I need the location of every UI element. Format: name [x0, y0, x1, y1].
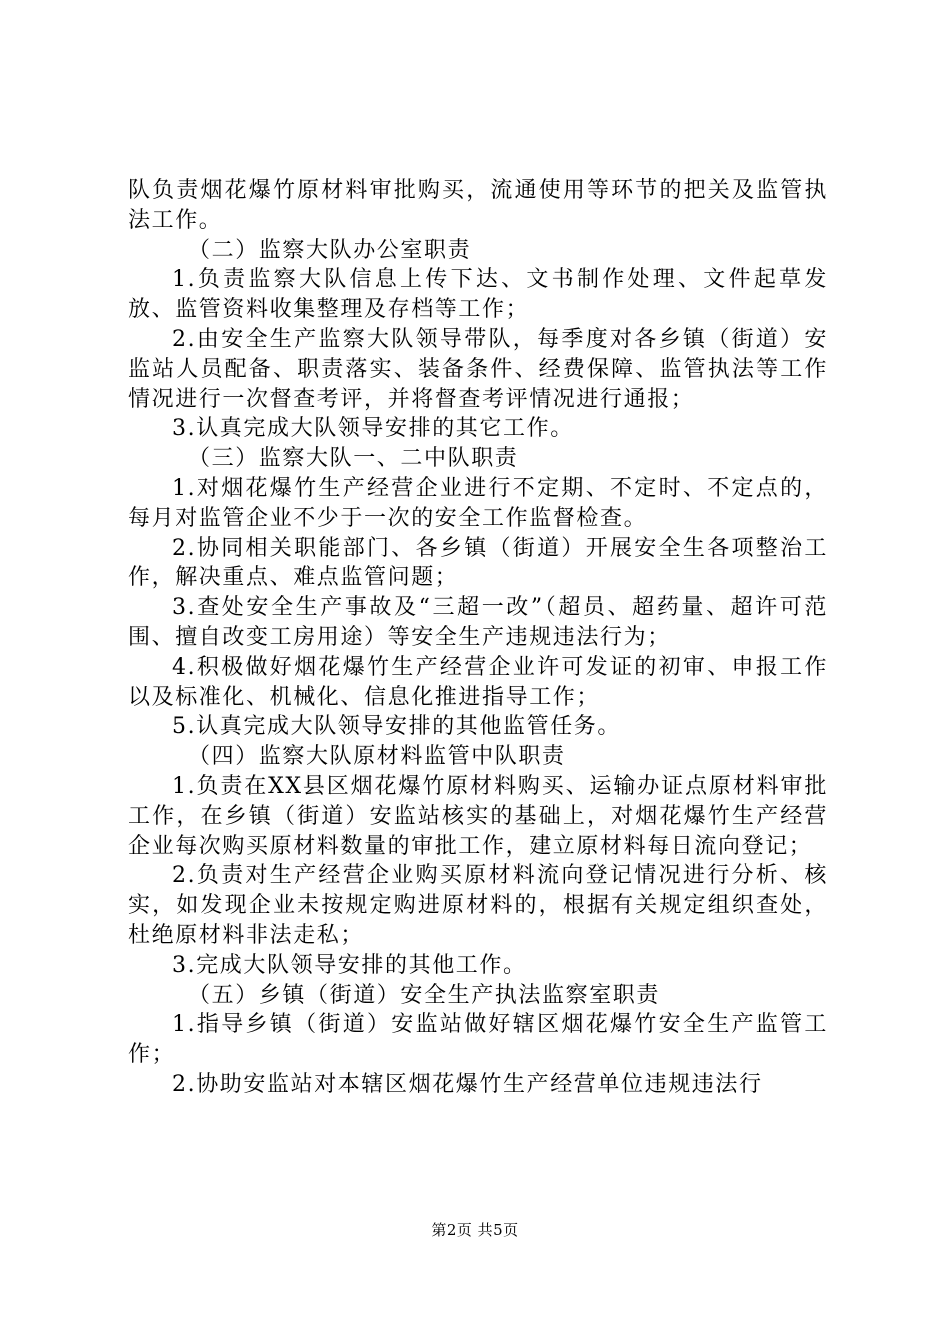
list-item: 1.负责在XX县区烟花爆竹原材料购买、运输办证点原材料审批工作，在乡镇（街道）安监站核实的基础上，对烟花爆竹生产经营企业每次购买原材料数量的审批工作，建立原材料每日流向登记； — [128, 773, 828, 859]
page-number-footer: 第2页 共5页 — [431, 1221, 519, 1239]
list-item: 3.完成大队领导安排的其他工作。 — [172, 952, 527, 978]
list-item: 4.积极做好烟花爆竹生产经营企业许可发证的初审、申报工作以及标准化、机械化、信息化推进指导工作； — [128, 654, 828, 710]
list-item: 1.负责监察大队信息上传下达、文书制作处理、文件起草发放、监管资料收集整理及存档等工作； — [128, 267, 828, 323]
paragraph-continuation: 队负责烟花爆竹原材料审批购买，流通使用等环节的把关及监管执法工作。 — [128, 178, 828, 233]
list-item: 5.认真完成大队领导安排的其他监管任务。 — [172, 714, 621, 740]
list-item: 1.对烟花爆竹生产经营企业进行不定期、不定时、不定点的，每月对监管企业不少于一次的安全工作监督检查。 — [128, 475, 828, 531]
list-item: 2.协助安监站对本辖区烟花爆竹生产经营单位违规违法行 — [172, 1071, 763, 1097]
section-heading-squads: （三）监察大队一、二中队职责 — [188, 446, 519, 472]
section-heading-township: （五）乡镇（街道）安全生产执法监察室职责 — [188, 982, 661, 1008]
section-heading-materials: （四）监察大队原材料监管中队职责 — [188, 744, 566, 770]
list-item: 3.认真完成大队领导安排的其它工作。 — [172, 416, 574, 442]
document-body — [128, 176, 828, 1100]
list-item: 2.协同相关职能部门、各乡镇（街道）开展安全生各项整治工作，解决重点、难点监管问题； — [128, 535, 828, 591]
list-item: 2.负责对生产经营企业购买原材料流向登记情况进行分析、核实，如发现企业未按规定购进原材料的，根据有关规定组织查处，杜绝原材料非法走私； — [128, 863, 828, 948]
list-item: 2.由安全生产监察大队领导带队，每季度对各乡镇（街道）安监站人员配备、职责落实、装备条件、经费保障、监管执法等工作情况进行一次督查考评，并将督查考评情况进行通报； — [128, 326, 828, 412]
list-item: 1.指导乡镇（街道）安监站做好辖区烟花爆竹安全生产监管工作； — [128, 1012, 828, 1068]
section-heading-office: （二）监察大队办公室职责 — [188, 237, 472, 263]
list-item: 3.查处安全生产事故及“三超一改”（超员、超药量、超许可范围、擅自改变工房用途）等安全生产违规违法行为； — [128, 595, 828, 650]
